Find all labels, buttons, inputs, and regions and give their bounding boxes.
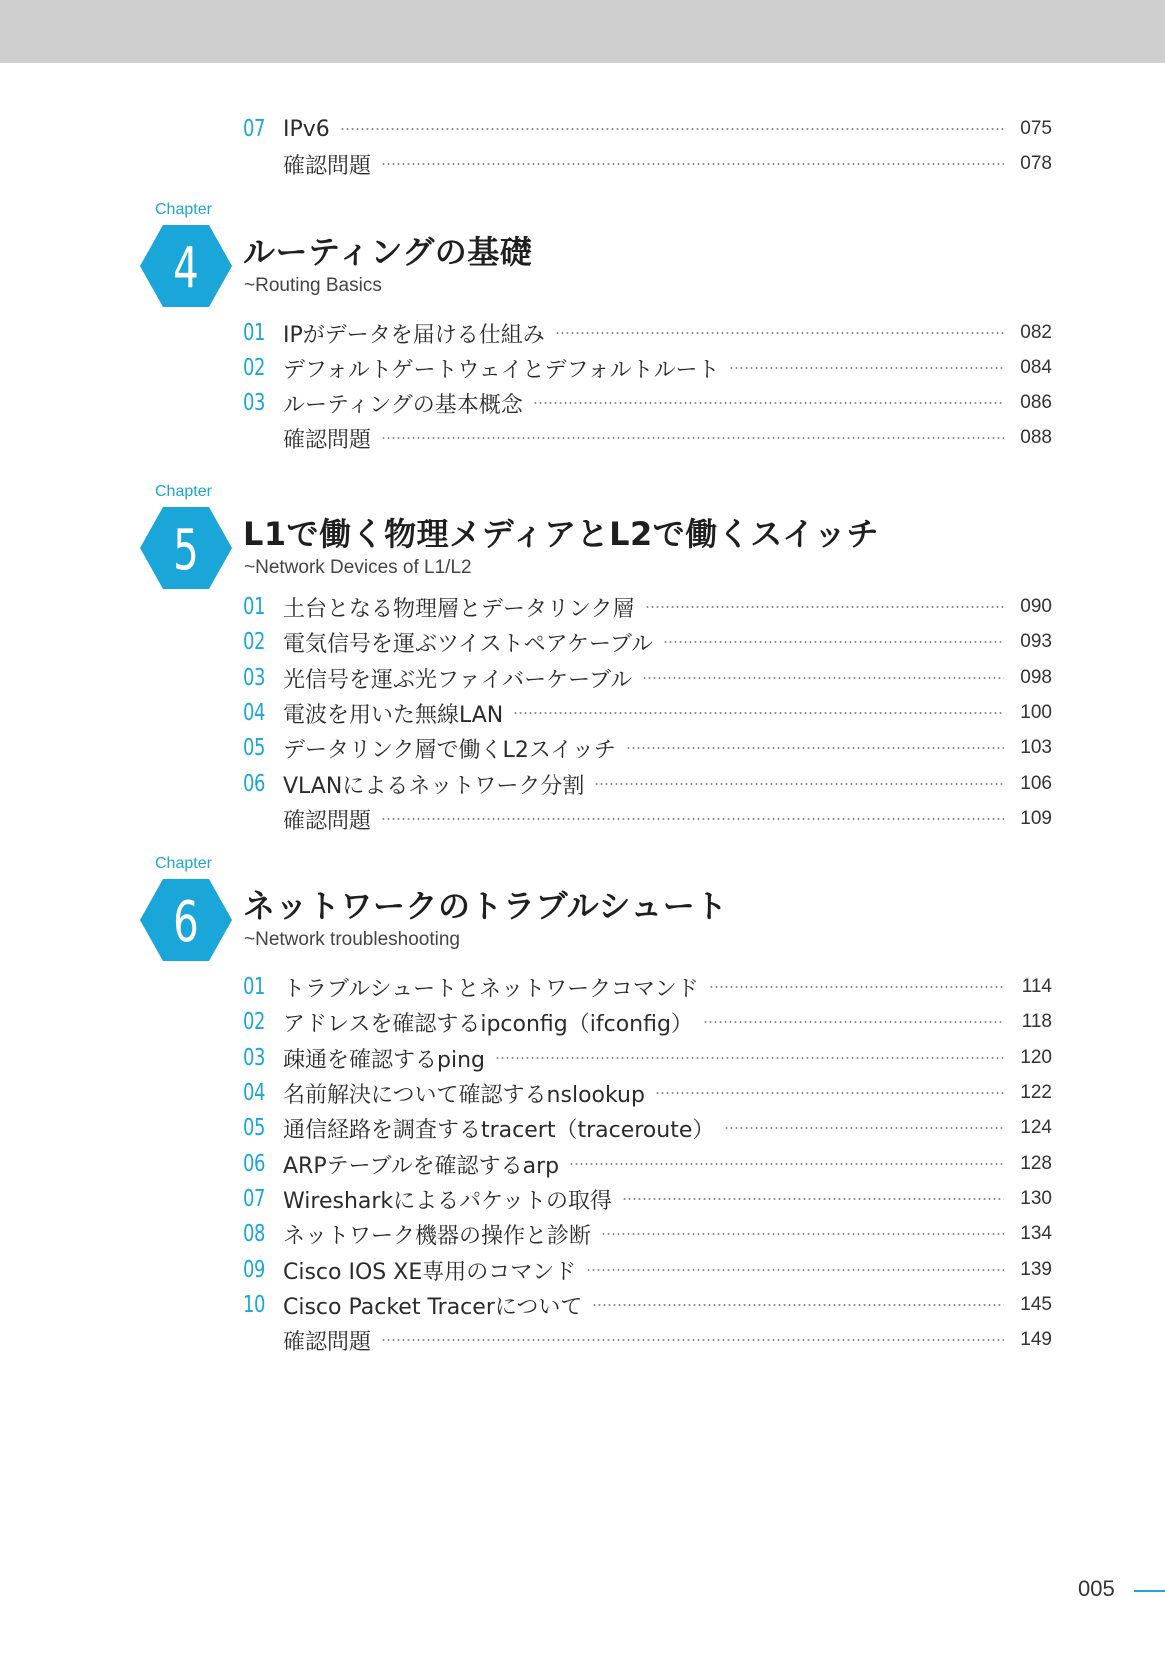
entry-number: 04 xyxy=(243,1080,266,1106)
entry-title: データリンク層で働くL2スイッチ xyxy=(283,737,616,763)
toc-entry[interactable] xyxy=(0,1323,1165,1357)
entry-number: 05 xyxy=(243,735,266,761)
dot-leader xyxy=(495,1057,1004,1059)
toc-entry[interactable] xyxy=(0,1005,1165,1039)
entry-number: 01 xyxy=(243,974,266,1000)
entry-number: 08 xyxy=(243,1221,266,1247)
entry-page: 086 xyxy=(1020,392,1052,413)
chapter-number: 6 xyxy=(173,889,199,955)
dot-leader xyxy=(555,332,1004,334)
top-gray-band xyxy=(0,0,1165,63)
dot-leader xyxy=(709,986,1004,988)
entry-page: 078 xyxy=(1020,153,1052,174)
dot-leader xyxy=(626,747,1004,749)
entry-page: 130 xyxy=(1020,1188,1052,1209)
toc-entry[interactable] xyxy=(0,351,1165,385)
toc-entry[interactable] xyxy=(0,1253,1165,1287)
entry-page: 075 xyxy=(1020,118,1052,139)
entry-number: 03 xyxy=(243,665,266,691)
chapter-subtitle: ~Routing Basics xyxy=(244,275,382,296)
dot-leader xyxy=(729,367,1004,369)
chapter-label: Chapter xyxy=(155,483,212,500)
entry-number: 01 xyxy=(243,594,266,620)
entry-number: 07 xyxy=(243,1186,266,1212)
page-number-rule xyxy=(1134,1590,1165,1592)
dot-leader xyxy=(381,163,1004,165)
entry-title: 確認問題 xyxy=(283,153,372,179)
toc-entry[interactable] xyxy=(0,386,1165,420)
dot-leader xyxy=(340,128,1004,130)
dot-leader xyxy=(569,1163,1004,1165)
chapter-number-hexagon xyxy=(140,879,232,961)
dot-leader xyxy=(586,1269,1004,1271)
entry-title: Cisco IOS XE専用のコマンド xyxy=(283,1259,577,1285)
entry-page: 139 xyxy=(1020,1259,1052,1280)
dot-leader xyxy=(601,1233,1004,1235)
entry-title: VLANによるネットワーク分割 xyxy=(283,773,585,799)
entry-title: 土台となる物理層とデータリンク層 xyxy=(283,596,635,622)
dot-leader xyxy=(381,1339,1004,1341)
toc-entry[interactable] xyxy=(0,970,1165,1004)
toc-entry[interactable] xyxy=(0,1041,1165,1075)
toc-entry[interactable] xyxy=(0,625,1165,659)
entry-page: 084 xyxy=(1020,357,1052,378)
entry-title: Wiresharkによるパケットの取得 xyxy=(283,1188,613,1214)
entry-title: IPv6 xyxy=(283,116,330,142)
dot-leader xyxy=(703,1021,1004,1023)
entry-page: 145 xyxy=(1020,1294,1052,1315)
entry-number: 05 xyxy=(243,1115,266,1141)
entry-title: 確認問題 xyxy=(283,808,372,834)
page-number: 005 xyxy=(1078,1576,1115,1601)
entry-title: 通信経路を調査するtracert（traceroute） xyxy=(283,1117,715,1143)
entry-number: 03 xyxy=(243,390,266,416)
entry-page: 103 xyxy=(1020,737,1052,758)
entry-title: 電気信号を運ぶツイストペアケーブル xyxy=(283,631,654,657)
entry-title: 疎通を確認するping xyxy=(283,1047,485,1073)
toc-entry[interactable] xyxy=(0,147,1165,181)
entry-number: 02 xyxy=(243,355,266,381)
entry-title: 光信号を運ぶ光ファイバーケーブル xyxy=(283,667,633,693)
chapter-title: ネットワークのトラブルシュート xyxy=(243,887,728,925)
toc-entry[interactable] xyxy=(0,316,1165,350)
entry-number: 06 xyxy=(243,1151,266,1177)
chapter-title: L1で働く物理メディアとL2で働くスイッチ xyxy=(243,515,879,553)
toc-entry[interactable] xyxy=(0,802,1165,836)
entry-title: 確認問題 xyxy=(283,1329,372,1355)
entry-page: 088 xyxy=(1020,427,1052,448)
toc-entry[interactable] xyxy=(0,696,1165,730)
chapter-label: Chapter xyxy=(155,201,212,218)
toc-entry[interactable] xyxy=(0,1111,1165,1145)
toc-entry[interactable] xyxy=(0,731,1165,765)
dot-leader xyxy=(381,437,1004,439)
entry-title: デフォルトゲートウェイとデフォルトルート xyxy=(283,357,720,383)
chapter-title: ルーティングの基礎 xyxy=(243,233,533,271)
dot-leader xyxy=(592,1304,1004,1306)
entry-number: 03 xyxy=(243,1045,266,1071)
chapter-number: 5 xyxy=(173,517,199,583)
toc-entry[interactable] xyxy=(0,112,1165,146)
dot-leader xyxy=(642,677,1004,679)
chapter-number-hexagon xyxy=(140,225,232,307)
entry-number: 04 xyxy=(243,700,266,726)
entry-title: 確認問題 xyxy=(283,427,372,453)
entry-number: 07 xyxy=(243,116,266,142)
dot-leader xyxy=(513,712,1004,714)
chapter-label: Chapter xyxy=(155,855,212,872)
entry-page: 122 xyxy=(1020,1082,1052,1103)
entry-page: 134 xyxy=(1020,1223,1052,1244)
dot-leader xyxy=(724,1127,1004,1129)
toc-entry[interactable] xyxy=(0,1076,1165,1110)
entry-title: トラブルシュートとネットワークコマンド xyxy=(283,976,699,1002)
chapter-subtitle: ~Network Devices of L1/L2 xyxy=(244,557,472,578)
dot-leader xyxy=(381,818,1004,820)
entry-title: ルーティングの基本概念 xyxy=(283,392,523,418)
entry-number: 10 xyxy=(243,1292,266,1318)
entry-number: 09 xyxy=(243,1257,266,1283)
entry-page: 093 xyxy=(1020,631,1052,652)
entry-page: 118 xyxy=(1021,1011,1052,1032)
chapter-number-hexagon xyxy=(140,507,232,589)
toc-entry[interactable] xyxy=(0,1182,1165,1216)
entry-page: 114 xyxy=(1021,976,1052,997)
entry-number: 01 xyxy=(243,320,266,346)
entry-number: 02 xyxy=(243,1009,266,1035)
entry-page: 109 xyxy=(1020,808,1052,829)
entry-page: 100 xyxy=(1020,702,1052,723)
toc-entry[interactable] xyxy=(0,1217,1165,1251)
entry-page: 128 xyxy=(1020,1153,1052,1174)
dot-leader xyxy=(663,641,1004,643)
entry-title: 名前解決について確認するnslookup xyxy=(283,1082,645,1108)
entry-title: IPがデータを届ける仕組み xyxy=(283,322,545,348)
toc-entry[interactable] xyxy=(0,661,1165,695)
entry-title: アドレスを確認するipconfig（ifconfig） xyxy=(283,1011,693,1037)
toc-entry[interactable] xyxy=(0,1147,1165,1181)
toc-entry[interactable] xyxy=(0,767,1165,801)
toc-entry[interactable] xyxy=(0,590,1165,624)
entry-page: 090 xyxy=(1020,596,1052,617)
chapter-subtitle: ~Network troubleshooting xyxy=(244,929,460,950)
entry-title: ARPテーブルを確認するarp xyxy=(283,1153,560,1179)
dot-leader xyxy=(645,606,1004,608)
dot-leader xyxy=(594,783,1004,785)
chapter-number: 4 xyxy=(173,235,199,301)
entry-title: Cisco Packet Tracerについて xyxy=(283,1294,583,1320)
dot-leader xyxy=(655,1092,1004,1094)
entry-page: 124 xyxy=(1020,1117,1052,1138)
entry-page: 149 xyxy=(1020,1329,1052,1350)
dot-leader xyxy=(622,1198,1004,1200)
entry-page: 106 xyxy=(1020,773,1052,794)
entry-page: 120 xyxy=(1020,1047,1052,1068)
dot-leader xyxy=(533,402,1004,404)
entry-title: 電波を用いた無線LAN xyxy=(283,702,504,728)
toc-entry[interactable] xyxy=(0,421,1165,455)
entry-number: 06 xyxy=(243,771,266,797)
toc-entry[interactable] xyxy=(0,1288,1165,1322)
entry-number: 02 xyxy=(243,629,266,655)
entry-page: 098 xyxy=(1020,667,1052,688)
entry-title: ネットワーク機器の操作と診断 xyxy=(283,1223,592,1249)
entry-page: 082 xyxy=(1020,322,1052,343)
